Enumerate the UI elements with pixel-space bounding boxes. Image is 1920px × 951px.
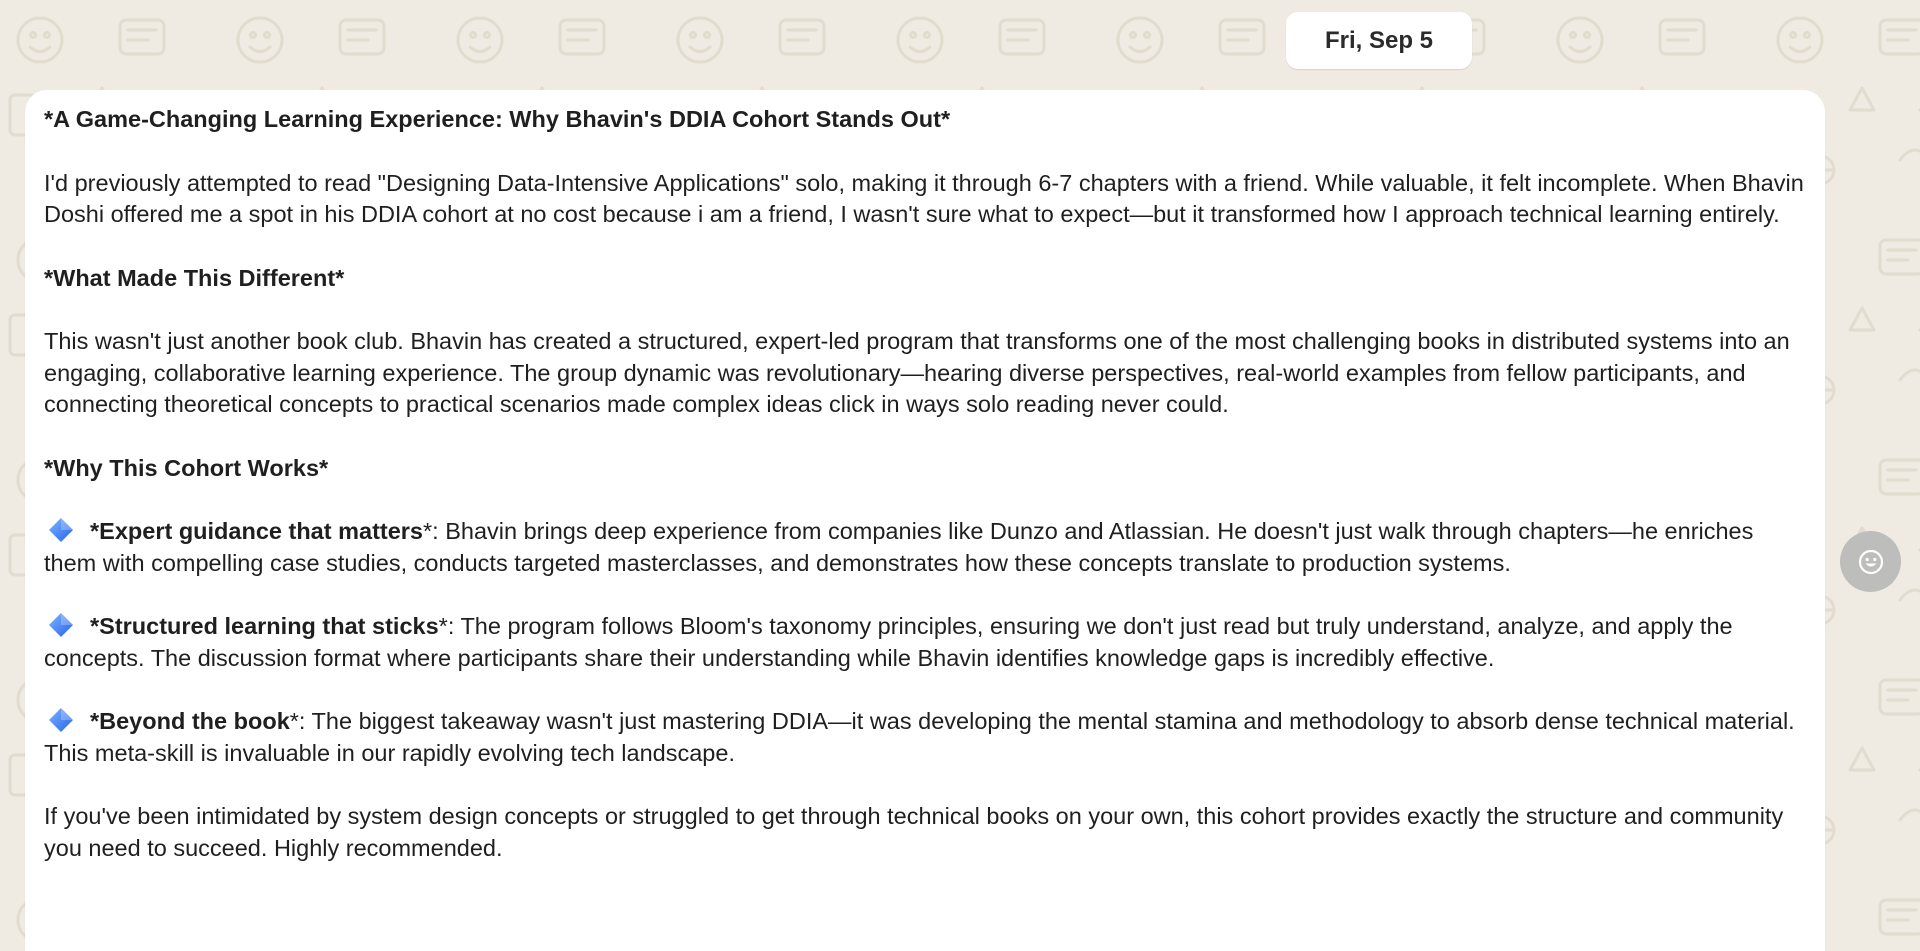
bullet-text: *: The program follows Bloom's taxonomy principles, ensuring we don't just read but truly understand, analyze, and apply the concepts. The discussion format where participants share their understanding while Bhavin identifies knowledge gaps is incredibly effective. [44,613,1733,671]
heading-why-cohort-works: *Why This Cohort Works* [44,454,329,481]
bullet-structured-learning [44,611,1805,674]
blue-diamond-icon [48,707,74,733]
bullet-text: *: The biggest takeaway wasn't just mastering DDIA—it was developing the mental stamina and methodology to absorb dense technical material. This meta-skill is invaluable in our rapidly evolving tech landscape. [44,708,1795,766]
message-closing: If you've been intimidated by system design concepts or struggled to get through technical books on your own, this cohort provides exactly the structure and community you need to succeed. Highly recommended. [44,803,1784,861]
date-separator: Fri, Sep 5 [1286,12,1472,69]
blue-diamond-icon [48,612,74,638]
bullet-term: *Beyond the book [90,708,290,734]
smiley-icon [1858,549,1884,575]
heading-what-made-different: *What Made This Different* [44,264,345,291]
message-bubble[interactable] [25,90,1825,951]
message-different-body: This wasn't just another book club. Bhavin has created a structured, expert-led program that transforms one of the most challenging books in distributed systems into an engaging, collaborative learning experience. The group dynamic was revolutionary—hearing diverse perspectives, real-world examples from fellow participants, and connecting theoretical concepts to practical scenarios made complex ideas click in ways solo reading never could. [44,328,1790,417]
bullet-beyond-the-book [44,706,1805,769]
bullet-term: *Structured learning that sticks [90,613,439,639]
bullet-expert-guidance [44,516,1805,579]
blue-diamond-icon [48,517,74,543]
message-intro: I'd previously attempted to read "Designing Data-Intensive Applications" solo, making it through 6-7 chapters with a friend. While valuable, it felt incomplete. When Bhavin Doshi offered me a spot in his DDIA cohort at no cost because i am a friend, I wasn't sure what to expect—but it transformed how I approach technical learning entirely. [44,169,1804,227]
message-title: *A Game-Changing Learning Experience: Why Bhavin's DDIA Cohort Stands Out* [44,106,951,132]
bullet-term: *Expert guidance that matters [90,518,424,544]
react-emoji-button[interactable] [1840,531,1901,592]
bullet-text: *: Bhavin brings deep experience from companies like Dunzo and Atlassian. He doesn't just walk through chapters—he enriches them with compelling case studies, conducts targeted masterclasses, and demonstrates how these concepts translate to production systems. [44,518,1754,576]
